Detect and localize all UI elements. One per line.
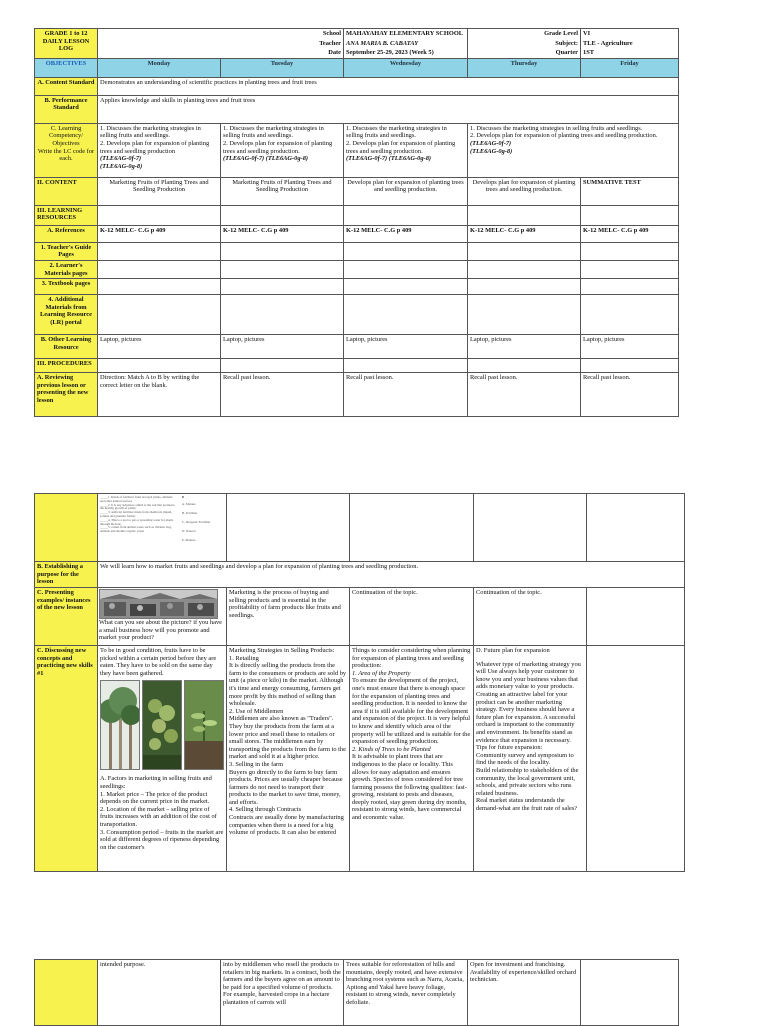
teachers-guide-label: 1. Teacher's Guide Pages bbox=[35, 242, 98, 260]
discussing-tuesday-heading: Marketing Strategies in Selling Products: bbox=[229, 647, 335, 654]
ref-wednesday: K-12 MELC- C.G p 409 bbox=[344, 225, 468, 242]
teacher-label: Teacher bbox=[98, 39, 344, 49]
discussing-wednesday-heading: Things to consider considering when planning for expansion of planting trees and seedling production: bbox=[352, 647, 471, 670]
textbook-pages-label: 3. Textbook pages bbox=[35, 279, 98, 295]
other-thursday: Laptop, pictures bbox=[468, 335, 581, 359]
other-monday: Laptop, pictures bbox=[98, 335, 221, 359]
discussing-wednesday-item-2: 2. Kinds of Trees to be Planted bbox=[352, 745, 431, 753]
learners-materials-label: 2. Learner's Materials pages bbox=[35, 260, 98, 278]
page3-monday: intended purpose. bbox=[98, 960, 221, 1026]
examples-monday-question: What can you see about the picture? if you have a small business how will you promote and market your product? bbox=[99, 619, 222, 642]
other-friday: Laptop, pictures bbox=[581, 335, 679, 359]
content-standard-label: A. Content Standard bbox=[35, 77, 98, 95]
review-friday: Recall past lesson. bbox=[581, 373, 679, 417]
content-thursday: Develops plan for expansion of planting trees and seedling production. bbox=[468, 177, 581, 205]
learning-resources-label: III. LEARNING RESOURCES bbox=[35, 205, 98, 225]
thursday-header: Thursday bbox=[468, 58, 581, 77]
quarter-value: 1ST bbox=[581, 48, 679, 58]
discussing-monday-factors: A. Factors in marketing in selling fruits and seedlings: 1. Market price – The price of the product depends on the current price in the market. 2. Location of the market – selling price of fruits increases with an addition of the cost of transportation. 3. Consumption period – fruits in the market are sold at different degrees of ripeness depending on the customer's bbox=[100, 775, 224, 851]
seedling-photo bbox=[184, 680, 224, 770]
daily-lesson-log-table bbox=[34, 28, 679, 417]
other-wednesday: Laptop, pictures bbox=[344, 335, 468, 359]
review-tuesday: Recall past lesson. bbox=[221, 373, 344, 417]
performance-standard-value: Applies knowledge and skills in planting trees and fruit trees bbox=[98, 95, 679, 123]
examples-label: C. Presenting examples/ instances of the new lesson bbox=[35, 588, 98, 646]
ref-tuesday: K-12 MELC- C.G p 409 bbox=[221, 225, 344, 242]
performance-standard-label: B. Performance Standard bbox=[35, 95, 98, 123]
grade-dll-label: GRADE 1 to 12 DAILY LESSON LOG bbox=[35, 29, 98, 59]
procedures-label: III. PROCEDURES bbox=[35, 359, 98, 373]
page3-thursday: Open for investment and franchising. Availability of experience/skilled orchard technician. bbox=[468, 960, 581, 1026]
matching-column-a: _____1. Kinds of fertilizer from decayed plants, animals, and other natural sources _____2. It is any substance added to the soil that promotes the healthy growth of plants _____3. artificial fertilizer made from chemicals (liquid, soluble and granular forms) _____4. This is a tool to put or spreading water for plants through the hole _____5. comes from animal waste such as chicken, hog, animals and another organic waste bbox=[100, 495, 175, 534]
objectives-header: OBJECTIVES bbox=[35, 58, 98, 77]
fruit-tree-photos bbox=[100, 680, 224, 770]
school-value: MAHAYAHAY ELEMENTARY SCHOOL bbox=[344, 29, 468, 39]
content-monday: Marketing Fruits of Planting Trees and Seedling Production bbox=[98, 177, 221, 205]
competency-note: Write the LC code for each. bbox=[37, 147, 95, 163]
examples-tuesday: Marketing is the process of buying and selling products and is essential in the profitability of farm products like fruits and seedlings. bbox=[227, 588, 350, 646]
page3-wednesday: Trees suitable for reforestation of hills and mountains, deeply rooted, and have extensive branching root systems such as Narra, Acacia, Apitong and Yakal have heavy foliage, resistant to strong winds, never completely defoliate. bbox=[344, 960, 468, 1026]
competency-thursday-code: (TLE6AG-0f-7) (TLE6AG-0g-8) bbox=[470, 139, 513, 155]
competency-monday-code: (TLE6AG-0f-7) (TLE6AG-0g-8) bbox=[100, 155, 143, 170]
competency-wednesday: 1. Discusses the marketing strategies in selling fruits and seedlings. 2. Develops plan for expansion of planting trees and seedling production. bbox=[346, 124, 456, 155]
grade-level-value: VI bbox=[581, 29, 679, 39]
ref-thursday: K-12 MELC- C.G p 409 bbox=[468, 225, 581, 242]
competency-monday: 1. Discusses the marketing strategies in selling fruits and seedlings. 2. Develops plan for expansion of planting trees and seedling production bbox=[100, 124, 210, 155]
content-wednesday: Develops plan for expansion of planting trees and seedling production. bbox=[344, 177, 468, 205]
review-thursday: Recall past lesson. bbox=[468, 373, 581, 417]
content-tuesday: Marketing Fruits of Planting Trees and Seedling Production bbox=[221, 177, 344, 205]
market-photo bbox=[99, 589, 218, 619]
wednesday-header: Wednesday bbox=[344, 58, 468, 77]
discussing-thursday-heading: D. Future plan for expansion bbox=[476, 647, 550, 654]
matching-column-b: A. Manure B. Fertilizer C. Inorganic Fertilizer D. Natural E. Manure bbox=[182, 501, 211, 542]
quarter-label: Quarter bbox=[468, 48, 581, 58]
discussing-wednesday-item-1: 1. Area of the Property bbox=[352, 669, 411, 677]
discussing-monday-intro: To be in good condition, fruits have to be picked within a certain period before they are eaten. They have to be sold on the same day they have been gathered. bbox=[100, 647, 217, 677]
teacher-value: ANA MARIA B. CABATAY bbox=[344, 39, 468, 49]
tree-photo bbox=[100, 680, 140, 770]
reviewing-label: A. Reviewing previous lesson or presenting the new lesson bbox=[35, 373, 98, 417]
discussing-wednesday-item-1-text: To ensure the development of the project, one's must ensure that there is enough space for the expansion of planting trees and seedling production. It is needed to know the area if it is still available for the development and expansion of the project. It is very helpful to know and identify which area of the property will be utilized and is suitable for the expansion of seedling production. bbox=[352, 677, 471, 746]
subject-value: TLE - Agriculture bbox=[581, 39, 679, 49]
examples-wednesday: Continuation of the topic. bbox=[350, 588, 474, 646]
review-wednesday: Recall past lesson. bbox=[344, 373, 468, 417]
fruit-cluster-photo bbox=[142, 680, 182, 770]
purpose-label: B. Establishing a purpose for the lesson bbox=[35, 562, 98, 588]
friday-header: Friday bbox=[581, 58, 679, 77]
competency-tuesday: 1. Discusses the marketing strategies in selling fruits and seedlings. 2. Develops plan for expansion of planting trees and seedling production. bbox=[223, 124, 333, 155]
daily-lesson-log-page-3 bbox=[34, 959, 679, 1026]
content-standard-value: Demonstrates an understanding of scientific practices in planting trees and fruit trees bbox=[98, 77, 679, 95]
competency-tuesday-code: (TLE6AG-0f-7) (TLE6AG-0g-8) bbox=[223, 155, 309, 163]
ref-monday: K-12 MELC- C.G p 409 bbox=[98, 225, 221, 242]
monday-header: Monday bbox=[98, 58, 221, 77]
discussing-wednesday-item-2-text: It is advisable to plant trees that are indigenous to the place or locality. This allows for easy adaptation and ensures growth. Species of trees considered for tree farming possess the following qualities: fast-growing, resistant to pests and diseases, deeply rooted, stay green during dry months, resistant to strong winds, have commercial and economic value. bbox=[352, 753, 467, 822]
other-resources-label: B. Other Learning Resource bbox=[35, 335, 98, 359]
page3-tuesday: into by middlemen who resell the products to retailers in big markets. In a contract, both the farmers and the buyers agree on an amount to be paid for a specified volume of products. For example, harvested crops in a hectare plantation of carrots will bbox=[221, 960, 344, 1026]
references-label: A. References bbox=[35, 225, 98, 242]
daily-lesson-log-continued bbox=[34, 493, 685, 872]
competency-thursday: 1. Discusses the marketing strategies in selling fruits and seedlings. 2. Develops plan for expansion of planting trees and seedling production. bbox=[470, 124, 658, 140]
other-tuesday: Laptop, pictures bbox=[221, 335, 344, 359]
matching-column-b-header: B bbox=[182, 495, 185, 499]
ref-friday: K-12 MELC- C.G p 409 bbox=[581, 225, 679, 242]
date-label: Date bbox=[98, 48, 344, 58]
content-friday: SUMMATIVE TEST bbox=[581, 177, 679, 205]
school-label: School bbox=[98, 29, 344, 39]
grade-level-label: Grade Level bbox=[468, 29, 581, 39]
subject-label: Subject: bbox=[468, 39, 581, 49]
content-label: II. CONTENT bbox=[35, 177, 98, 205]
review-monday: Direction: Match A to B by writing the correct letter on the blank. bbox=[98, 373, 221, 417]
discussing-thursday-text: Whatever type of marketing strategy you will Use always help your customer to know you and your business values that adds monetary value to your products. Creating an attractive label for your product can be another marketing strategy. Every business should have a future plan for expansion. A successful orchard is important to the community and environment. Its benefits stand as evidence that expansion is necessary. Tips for future expansion: Community survey and symposium to find the needs of the locality. Build relationship to stakeholders of the community, the local government unit, schools, and private sectors who runs related business. Real market status understands the demand-what are the fruit rate of sales? bbox=[476, 660, 581, 812]
discussing-tuesday-text: 1. Retailing It is directly selling the products from the farm to the consumers or products are sold by unit (a piece or kilo) in the market. Although it's time and energy consuming, farmers get more profit by this method of selling than wholesale. 2. Use of Middlemen Middlemen are also known as "Traders". They buy the products from the farm at a lower price and resell these to retailers or small stores. The middlemen earn by transporting the products from the farm to the market and sold it at a higher price. 3. Selling in the farm Buyers go directly to the farm to buy farm products. Prices are usually cheaper because farmers do not need to transport their products to the market to save time, money, and efforts. 4. Selling through Contracts Contracts are usually done by manufacturing companies when there is a need for a big volume of products. It can also be entered bbox=[229, 654, 347, 837]
additional-materials-label: 4. Additional Materials from Learning Resource (LR) portal bbox=[35, 295, 98, 335]
discussing-label: C. Discussing new concepts and practicing new skills #1 bbox=[35, 646, 98, 872]
competency-wednesday-code: (TLE6AG-0f-7) (TLE6AG-0g-8) bbox=[346, 155, 432, 163]
competency-label: C. Learning Competency/ Objectives bbox=[48, 124, 84, 147]
date-value: September 25-29, 2023 (Week 5) bbox=[344, 48, 468, 58]
purpose-value: We will learn how to market fruits and seedlings and develop a plan for expansion of planting trees and seedling production. bbox=[98, 562, 685, 588]
examples-thursday: Continuation of the topic. bbox=[474, 588, 587, 646]
tuesday-header: Tuesday bbox=[221, 58, 344, 77]
